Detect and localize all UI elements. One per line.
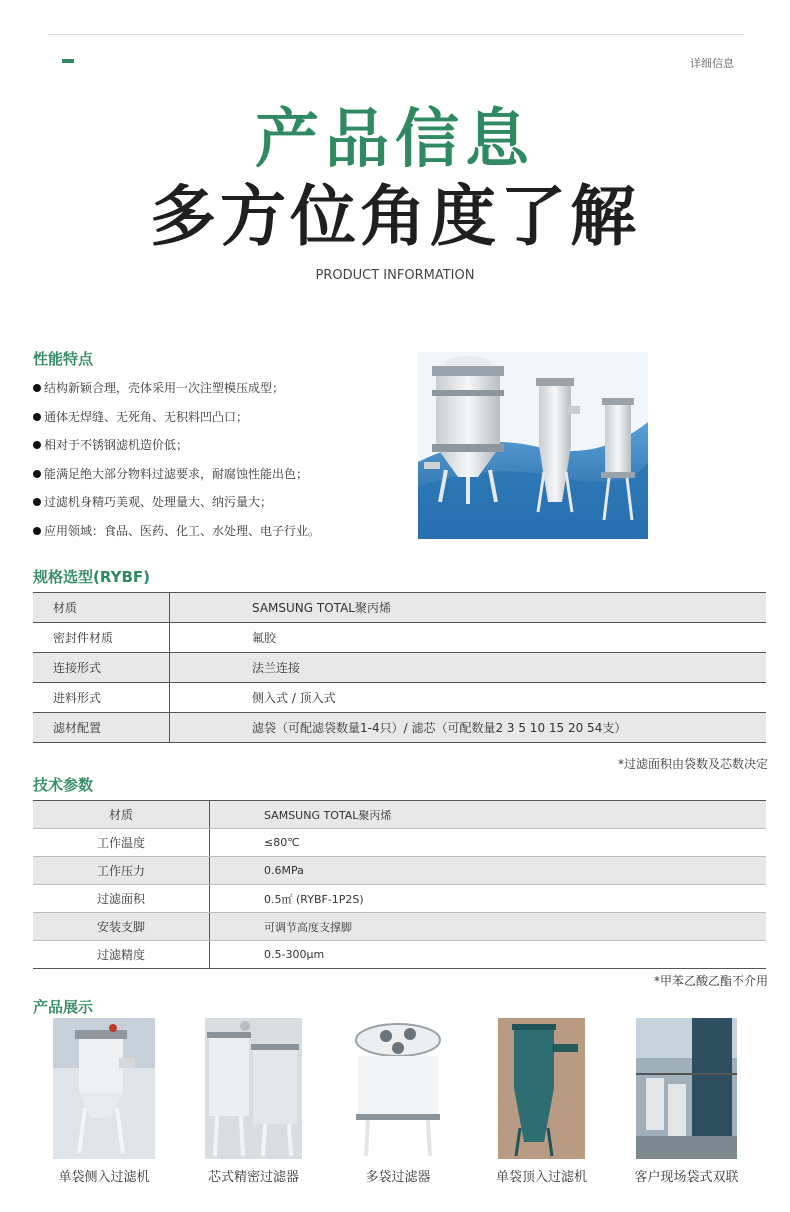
table-row [33, 857, 766, 885]
features-heading: 性能特点 [33, 350, 94, 368]
gallery-caption: 多袋过滤器 [365, 1170, 431, 1185]
bullet-icon [33, 527, 41, 535]
row-value: 氟胶 [252, 631, 277, 645]
bullet-icon [33, 384, 41, 392]
row-value: 0.5㎡ (RYBF-1P2S) [264, 892, 364, 906]
feature-item: 通体无焊缝、无死角、无积料凹凸口； [33, 409, 320, 438]
bullet-icon [33, 441, 41, 449]
gallery-item [205, 1018, 302, 1185]
product-photo [636, 1018, 737, 1159]
table-row [33, 653, 766, 683]
feature-item: 能满足绝大部分物料过滤要求，耐腐蚀性能出色； [33, 466, 320, 495]
row-key: 滤材配置 [33, 713, 170, 742]
table-row [33, 885, 766, 913]
product-photo [53, 1018, 155, 1159]
table-row [33, 623, 766, 653]
feature-item: 相对于不锈钢滤机造价低； [33, 437, 320, 466]
row-value: SAMSUNG TOTAL聚丙烯 [252, 601, 391, 615]
spec-selection-note: *过滤面积由袋数及芯数决定 [617, 757, 768, 771]
tech-params-heading: 技术参数 [33, 776, 94, 794]
row-key: 安装支脚 [33, 913, 210, 940]
row-key: 密封件材质 [33, 623, 170, 652]
features-list [33, 380, 320, 551]
spec-selection-table [33, 592, 766, 743]
table-row [33, 913, 766, 941]
gallery-caption: 单袋侧入过滤机 [58, 1170, 150, 1185]
bullet-icon [33, 498, 41, 506]
feature-item: 应用领域：食品、医药、化工、水处理、电子行业。 [33, 523, 320, 552]
product-photo [352, 1018, 444, 1159]
gallery-caption: 芯式精密过滤器 [207, 1170, 299, 1185]
row-key: 工作压力 [33, 857, 210, 884]
row-value: ≤80℃ [264, 836, 300, 849]
row-value: 侧入式 / 顶入式 [252, 691, 336, 705]
row-key: 材质 [33, 593, 170, 622]
tech-params-table [33, 800, 766, 969]
table-row [33, 683, 766, 713]
table-row [33, 713, 766, 743]
english-subtitle: PRODUCT INFORMATION [315, 268, 475, 283]
table-row [33, 800, 766, 829]
row-key: 工作温度 [33, 829, 210, 856]
bullet-icon [33, 413, 41, 421]
page-subtitle: 多方位角度了解 [150, 178, 640, 255]
top-divider [48, 34, 744, 35]
gallery-item [495, 1018, 587, 1185]
spec-selection-heading: 规格选型(RYBF) [33, 568, 150, 586]
row-key: 连接形式 [33, 653, 170, 682]
row-key: 进料形式 [33, 683, 170, 712]
row-key: 材质 [33, 801, 210, 828]
gallery-item [634, 1018, 739, 1185]
feature-item: 过滤机身精巧美观、处理量大、纳污量大； [33, 494, 320, 523]
row-value: 0.5-300μm [264, 948, 325, 961]
table-row [33, 829, 766, 857]
bullet-icon [33, 470, 41, 478]
row-key: 过滤面积 [33, 885, 210, 912]
row-value: 滤袋（可配滤袋数量1-4只）/ 滤芯（可配数量2 3 5 10 15 20 54支） [252, 721, 627, 735]
table-row [33, 941, 766, 969]
page-title: 产品信息 [255, 103, 535, 177]
row-key: 过滤精度 [33, 941, 210, 968]
gallery-caption: 单袋顶入过滤机 [495, 1170, 587, 1185]
row-value: SAMSUNG TOTAL聚丙烯 [264, 808, 392, 822]
gallery-item [352, 1018, 444, 1185]
product-photo [498, 1018, 585, 1159]
product-photo [205, 1018, 302, 1159]
detail-label: 详细信息 [690, 57, 734, 70]
table-row [33, 592, 766, 623]
product-hero-image [418, 352, 648, 539]
showcase-heading: 产品展示 [33, 998, 94, 1016]
gallery-caption: 客户现场袋式双联 [634, 1170, 739, 1185]
row-value: 0.6MPa [264, 864, 304, 877]
gallery-item [53, 1018, 155, 1185]
feature-item: 结构新颖合理，壳体采用一次注塑模压成型； [33, 380, 320, 409]
row-value: 法兰连接 [252, 661, 301, 675]
accent-dash [62, 59, 74, 63]
tech-params-note: *甲苯乙酸乙酯不介用 [653, 974, 768, 988]
row-value: 可调节高度支撑脚 [264, 920, 352, 934]
